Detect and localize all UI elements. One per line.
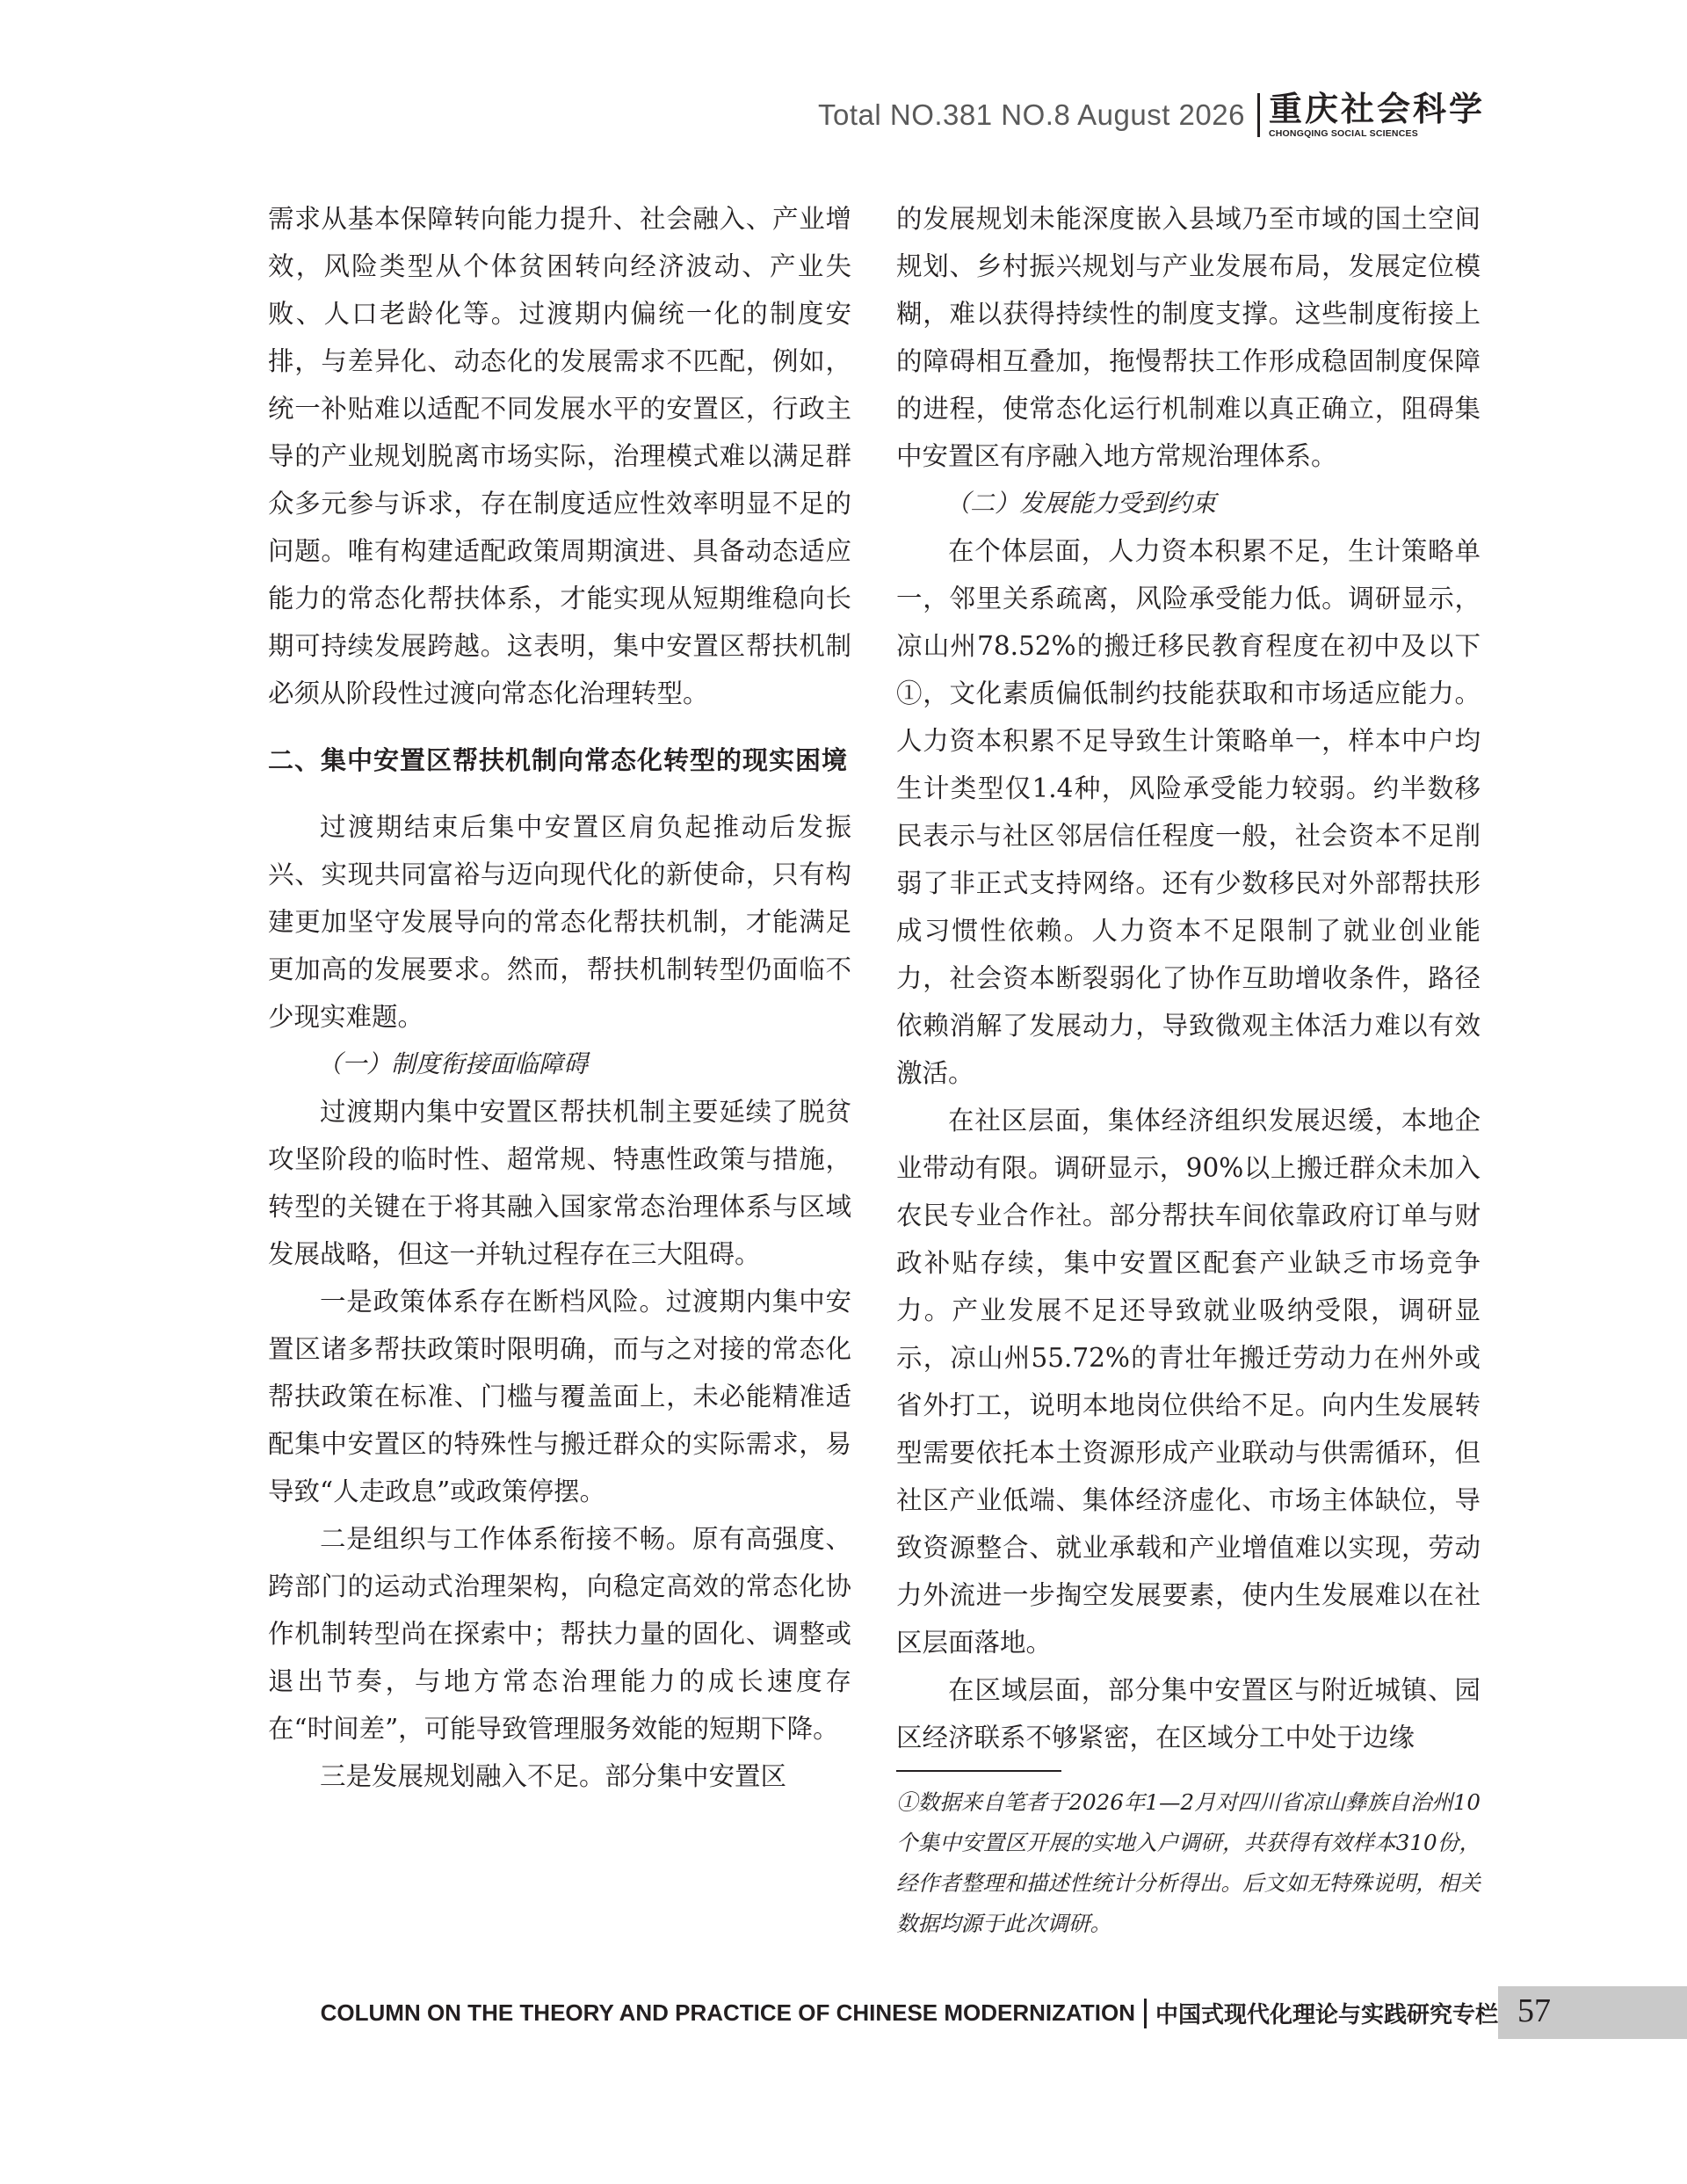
paragraph: 一是政策体系存在断档风险。过渡期内集中安置区诸多帮扶政策时限明确，而与之对接的常态化帮扶政策在标准、门槛与覆盖面上，未必能精准适配集中安置区的特殊性与搬迁群众的实际需求，易导致“人走政息”或政策停摆。 [268,1287,851,1506]
right-column [896,195,1481,1944]
column-title-cn: 中国式现代化理论与实践研究专栏 [1155,2002,1498,2028]
journal-title-cn: 重庆社会科学 [1268,89,1485,128]
footnote-divider [896,1770,1061,1772]
running-footer [0,1986,1687,2039]
paragraph: 过渡期结束后集中安置区肩负起推动后发振兴、实现共同富裕与迈向现代化的新使命，只有构建更加坚守发展导向的常态化帮扶机制，才能满足更加高的发展要求。然而，帮扶机制转型仍面临不少现实难题。 [268,812,851,1032]
paragraph: 的发展规划未能深度嵌入县域乃至市域的国土空间规划、乡村振兴规划与产业发展布局，发展定位模糊，难以获得持续性的制度支撑。这些制度衔接上的障碍相互叠加，拖慢帮扶工作形成稳固制度保障的进程，使常态化运行机制难以真正确立，阻碍集中安置区有序融入地方常规治理体系。 [896,204,1481,471]
footnote: ①数据来自笔者于2026年1—2月对四川省凉山彝族自治州10个集中安置区开展的实地入户调研，共获得有效样本310份，经作者整理和描述性统计分析得出。后文如无特殊说明，相关数据均源于此次调研。 [896,1789,1481,1936]
column-title-en: COLUMN ON THE THEORY AND PRACTICE OF CHINESE MODERNIZATION [320,1999,1135,2026]
subsection-heading: （二）发展能力受到约束 [945,489,1217,518]
paragraph: 过渡期内集中安置区帮扶机制主要延续了脱贫攻坚阶段的临时性、超常规、特惠性政策与措施，转型的关键在于将其融入国家常态治理体系与区域发展战略，但这一并轨过程存在三大阻碍。 [268,1097,851,1269]
running-header [818,91,1485,139]
section-heading: 二、集中安置区帮扶机制向常态化转型的现实困境 [268,745,849,775]
paragraph: 三是发展规划融入不足。部分集中安置区 [320,1761,787,1791]
paragraph: 在区域层面，部分集中安置区与附近城镇、园区经济联系不够紧密，在区域分工中处于边缘 [896,1675,1481,1752]
paragraph: 二是组织与工作体系衔接不畅。原有高强度、跨部门的运动式治理架构，向稳定高效的常态化协作机制转型尚在探索中；帮扶力量的固化、调整或退出节奏，与地方常态治理能力的成长速度存在“时间差”，可能导致管理服务效能的短期下降。 [268,1524,851,1744]
footer-divider [1144,1999,1147,2028]
paragraph: 在社区层面，集体经济组织发展迟缓，本地企业带动有限。调研显示，90%以上搬迁群众未加入农民专业合作社。部分帮扶车间依靠政府订单与财政补贴存续，集中安置区配套产业缺乏市场竞争力。产业发展不足还导致就业吸纳受限，调研显示，凉山州55.72%的青壮年搬迁劳动力在州外或省外打工，说明本地岗位供给不足。向内生发展转型需要依托本土资源形成产业联动与供需循环，但社区产业低端、集体经济虚化、市场主体缺位，导致资源整合、就业承载和产业增值难以实现，劳动力外流进一步掏空发展要素，使内生发展难以在社区层面落地。 [896,1106,1481,1658]
paragraph: 需求从基本保障转向能力提升、社会融入、产业增效，风险类型从个体贫困转向经济波动、产业失败、人口老龄化等。过渡期内偏统一化的制度安排，与差异化、动态化的发展需求不匹配，例如，统一补贴难以适配不同发展水平的安置区，行政主导的产业规划脱离市场实际，治理模式难以满足群众多元参与诉求，存在制度适应性效率明显不足的问题。唯有构建适配政策周期演进、具备动态适应能力的常态化帮扶体系，才能实现从短期维稳向长期可持续发展跨越。这表明，集中安置区帮扶机制必须从阶段性过渡向常态化治理转型。 [268,204,851,708]
subsection-heading: （一）制度衔接面临障碍 [317,1049,589,1078]
page-number-box [1498,1986,1687,2039]
left-column [268,195,851,1800]
issue-info: Total NO.381 NO.8 August 2026 [818,98,1245,131]
page-number: 57 [1517,1992,1551,2029]
journal-logo [1268,89,1485,139]
paragraph: 在个体层面，人力资本积累不足，生计策略单一，邻里关系疏离，风险承受能力低。调研显示，凉山州78.52%的搬迁移民教育程度在初中及以下①，文化素质偏低制约技能获取和市场适应能力。人力资本积累不足导致生计策略单一，样本中户均生计类型仅1.4种，风险承受能力较弱。约半数移民表示与社区邻居信任程度一般，社会资本不足削弱了非正式支持网络。还有少数移民对外部帮扶形成习惯性依赖。人力资本不足限制了就业创业能力，社会资本断裂弱化了协作互助增收条件，路径依赖消解了发展动力，导致微观主体活力难以有效激活。 [896,536,1481,1088]
journal-title-en: CHONGQING SOCIAL SCIENCES [1268,127,1418,139]
column-title [321,1997,1498,2029]
header-divider [1257,93,1260,137]
